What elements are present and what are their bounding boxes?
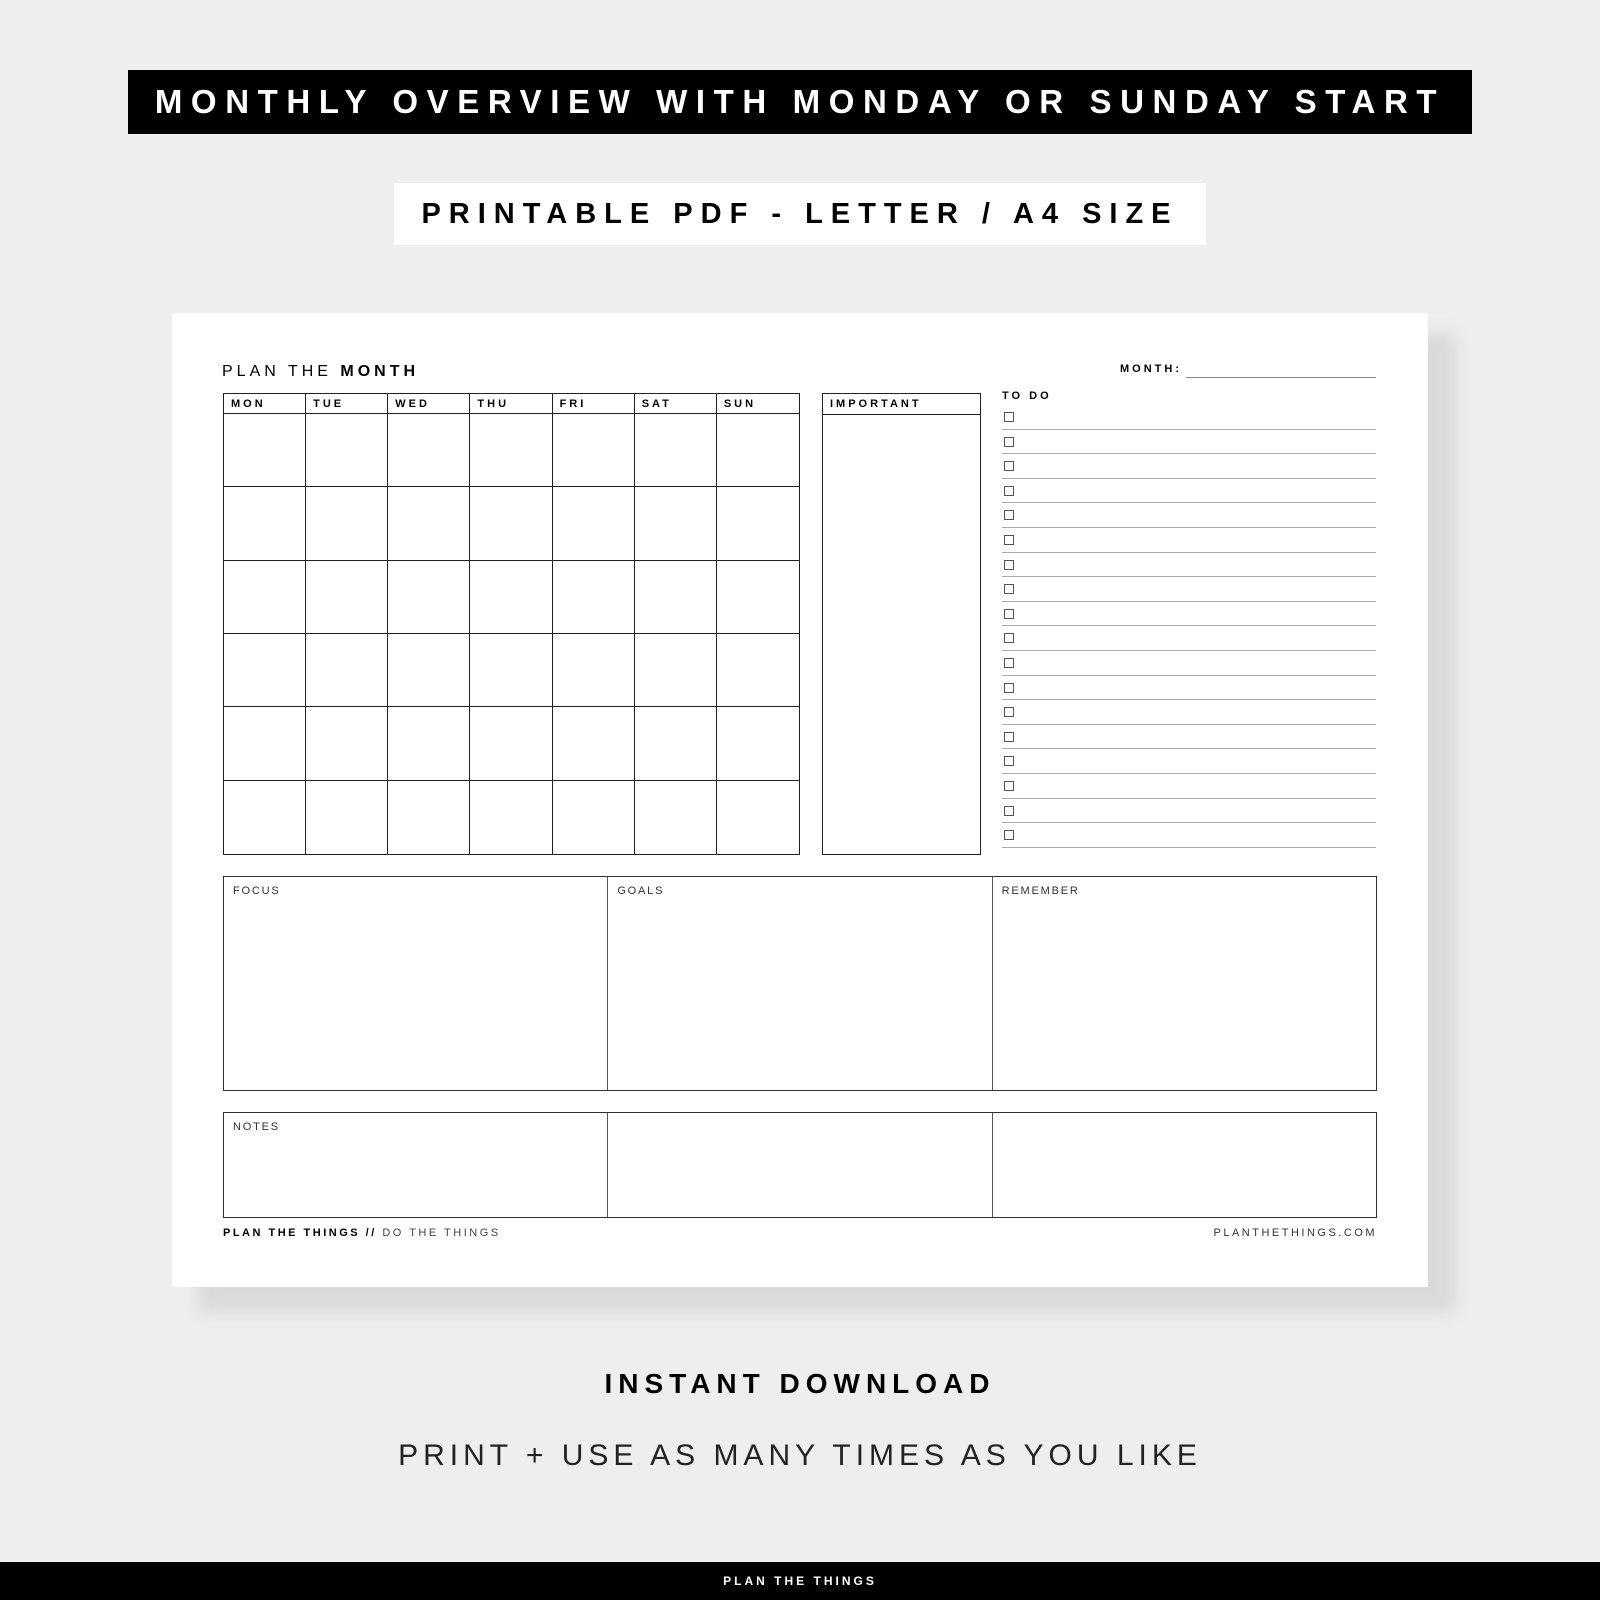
tagline-bold: PLAN THE THINGS // xyxy=(223,1227,377,1239)
planner-footer-tagline xyxy=(223,1227,501,1239)
day-header-mon: MON xyxy=(224,394,306,414)
calendar-cell[interactable] xyxy=(224,487,306,560)
calendar-cell[interactable] xyxy=(470,487,552,560)
planner-footer-url: PLANTHETHINGS.COM xyxy=(1213,1227,1377,1239)
todo-item[interactable] xyxy=(1002,676,1376,701)
checkbox-icon[interactable] xyxy=(1004,609,1014,619)
todo-list xyxy=(1002,405,1376,848)
month-input-line[interactable] xyxy=(1186,377,1376,378)
calendar-grid xyxy=(223,393,800,855)
calendar-cell[interactable] xyxy=(635,414,717,487)
calendar-cell[interactable] xyxy=(470,414,552,487)
month-label: MONTH: xyxy=(1120,363,1182,375)
calendar-cell[interactable] xyxy=(224,634,306,707)
title-banner xyxy=(128,70,1472,134)
checkbox-icon[interactable] xyxy=(1004,584,1014,594)
todo-item[interactable] xyxy=(1002,528,1376,553)
todo-item[interactable] xyxy=(1002,700,1376,725)
calendar-cell[interactable] xyxy=(306,634,388,707)
focus-box[interactable] xyxy=(224,877,608,1090)
focus-label: FOCUS xyxy=(233,885,281,897)
calendar-cell[interactable] xyxy=(388,561,470,634)
calendar-cell[interactable] xyxy=(470,781,552,854)
calendar-cell[interactable] xyxy=(224,781,306,854)
checkbox-icon[interactable] xyxy=(1004,756,1014,766)
checkbox-icon[interactable] xyxy=(1004,535,1014,545)
calendar-cell[interactable] xyxy=(470,634,552,707)
notes-row xyxy=(223,1112,1377,1218)
todo-item[interactable] xyxy=(1002,651,1376,676)
brand-footer-bar xyxy=(0,1562,1600,1600)
subtitle-text: PRINTABLE PDF - LETTER / A4 SIZE xyxy=(421,197,1179,230)
todo-item[interactable] xyxy=(1002,553,1376,578)
todo-item[interactable] xyxy=(1002,430,1376,455)
todo-item[interactable] xyxy=(1002,602,1376,627)
planner-title-bold: MONTH xyxy=(340,363,420,380)
remember-box[interactable] xyxy=(993,877,1376,1090)
checkbox-icon[interactable] xyxy=(1004,781,1014,791)
day-header-sat: SAT xyxy=(635,394,717,414)
planner-title xyxy=(222,363,419,381)
calendar-cell[interactable] xyxy=(717,781,799,854)
notes-label: NOTES xyxy=(233,1121,280,1133)
calendar-cell[interactable] xyxy=(306,781,388,854)
print-tagline: PRINT + USE AS MANY TIMES AS YOU LIKE xyxy=(398,1439,1202,1472)
checkbox-icon[interactable] xyxy=(1004,806,1014,816)
todo-item[interactable] xyxy=(1002,749,1376,774)
checkbox-icon[interactable] xyxy=(1004,707,1014,717)
day-header-fri: FRI xyxy=(553,394,635,414)
day-header-tue: TUE xyxy=(306,394,388,414)
calendar-cell[interactable] xyxy=(635,781,717,854)
todo-item[interactable] xyxy=(1002,479,1376,504)
calendar-cell[interactable] xyxy=(306,707,388,780)
notes-box-1[interactable] xyxy=(224,1113,608,1217)
checkbox-icon[interactable] xyxy=(1004,560,1014,570)
calendar-cell[interactable] xyxy=(553,414,635,487)
brand-name: PLAN THE THINGS xyxy=(723,1574,877,1588)
instant-download-heading: INSTANT DOWNLOAD xyxy=(604,1368,996,1399)
title-text: MONTHLY OVERVIEW WITH MONDAY OR SUNDAY START xyxy=(154,83,1446,120)
calendar-cell[interactable] xyxy=(553,634,635,707)
checkbox-icon[interactable] xyxy=(1004,412,1014,422)
calendar-cell[interactable] xyxy=(306,561,388,634)
calendar-cell[interactable] xyxy=(635,634,717,707)
checkbox-icon[interactable] xyxy=(1004,683,1014,693)
todo-item[interactable] xyxy=(1002,405,1376,430)
calendar-cell[interactable] xyxy=(553,707,635,780)
day-header-sun: SUN xyxy=(717,394,799,414)
checkbox-icon[interactable] xyxy=(1004,461,1014,471)
calendar-cell[interactable] xyxy=(388,487,470,560)
notes-box-2[interactable] xyxy=(608,1113,992,1217)
planner-title-light: PLAN THE xyxy=(222,363,341,380)
goals-label: GOALS xyxy=(617,885,665,897)
todo-item[interactable] xyxy=(1002,774,1376,799)
calendar-cell[interactable] xyxy=(306,487,388,560)
calendar-cell[interactable] xyxy=(470,561,552,634)
todo-item[interactable] xyxy=(1002,577,1376,602)
remember-label: REMEMBER xyxy=(1001,885,1080,897)
calendar-cell[interactable] xyxy=(553,781,635,854)
todo-label: TO DO xyxy=(1002,390,1052,402)
focus-goals-remember-row xyxy=(223,876,1377,1091)
calendar-cell[interactable] xyxy=(224,707,306,780)
important-box[interactable] xyxy=(822,393,981,855)
calendar-cell[interactable] xyxy=(388,781,470,854)
checkbox-icon[interactable] xyxy=(1004,732,1014,742)
calendar-cell[interactable] xyxy=(224,414,306,487)
planner-page xyxy=(172,313,1428,1287)
todo-item[interactable] xyxy=(1002,626,1376,651)
calendar-cell[interactable] xyxy=(635,707,717,780)
goals-box[interactable] xyxy=(608,877,992,1090)
calendar-cell[interactable] xyxy=(717,414,799,487)
calendar-cell[interactable] xyxy=(717,634,799,707)
checkbox-icon[interactable] xyxy=(1004,658,1014,668)
notes-box-3[interactable] xyxy=(993,1113,1376,1217)
checkbox-icon[interactable] xyxy=(1004,633,1014,643)
todo-item[interactable] xyxy=(1002,823,1376,848)
calendar-cell[interactable] xyxy=(224,561,306,634)
day-header-thu: THU xyxy=(470,394,552,414)
calendar-cell[interactable] xyxy=(553,561,635,634)
checkbox-icon[interactable] xyxy=(1004,510,1014,520)
calendar-cell[interactable] xyxy=(635,487,717,560)
calendar-cell[interactable] xyxy=(553,487,635,560)
calendar-cell[interactable] xyxy=(717,487,799,560)
calendar-cell[interactable] xyxy=(388,414,470,487)
tagline-light: DO THE THINGS xyxy=(376,1227,501,1239)
checkbox-icon[interactable] xyxy=(1004,486,1014,496)
todo-item[interactable] xyxy=(1002,725,1376,750)
calendar-cell[interactable] xyxy=(635,561,717,634)
calendar-cell[interactable] xyxy=(388,707,470,780)
calendar-cell[interactable] xyxy=(717,561,799,634)
todo-item[interactable] xyxy=(1002,454,1376,479)
calendar-cell[interactable] xyxy=(388,634,470,707)
todo-item[interactable] xyxy=(1002,503,1376,528)
calendar-cell[interactable] xyxy=(717,707,799,780)
important-label: IMPORTANT xyxy=(823,394,980,415)
checkbox-icon[interactable] xyxy=(1004,437,1014,447)
subtitle-banner xyxy=(394,183,1206,245)
calendar-cell[interactable] xyxy=(470,707,552,780)
day-header-wed: WED xyxy=(388,394,470,414)
todo-item[interactable] xyxy=(1002,799,1376,824)
checkbox-icon[interactable] xyxy=(1004,830,1014,840)
calendar-cell[interactable] xyxy=(306,414,388,487)
